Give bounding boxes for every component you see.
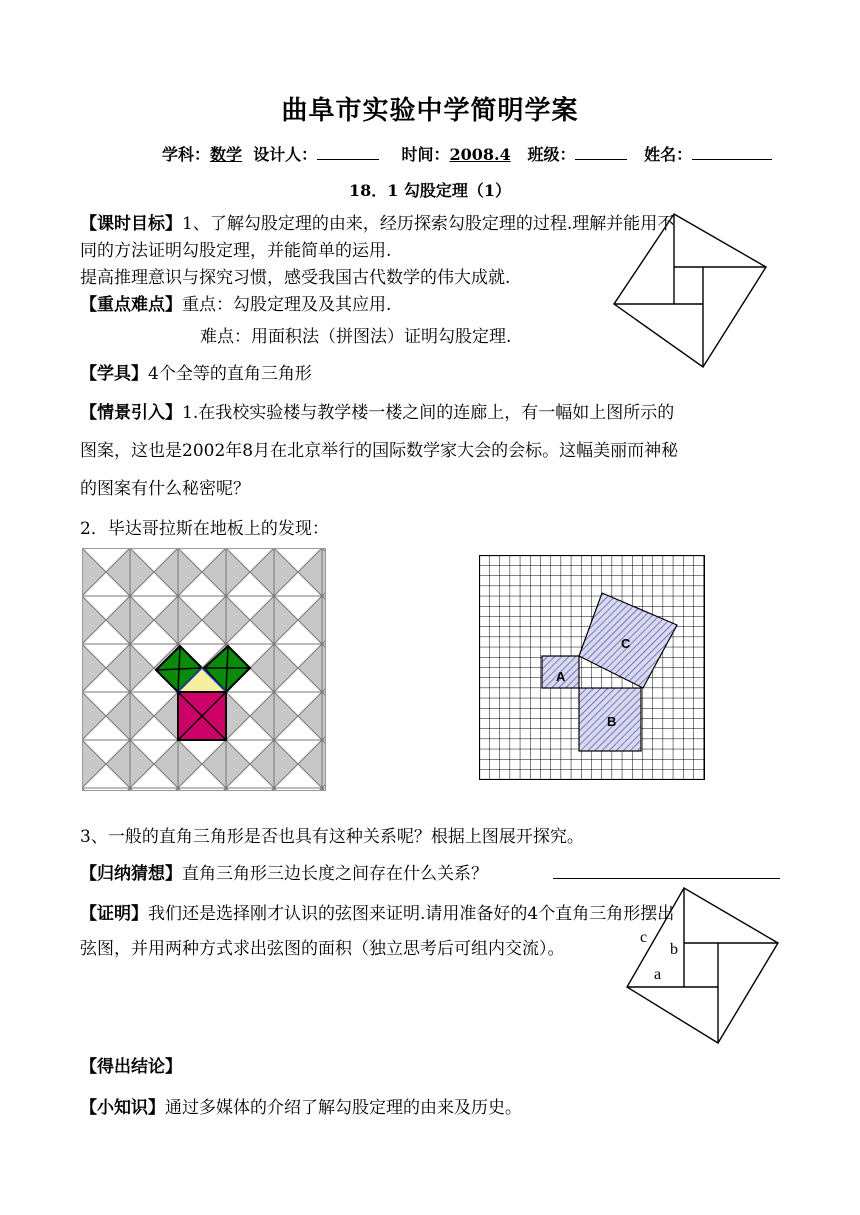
section-title: 18．1 勾股定理（1） — [348, 181, 512, 200]
label-a: A — [556, 669, 566, 684]
intro-line-3: 的图案有什么秘密呢？ — [80, 479, 250, 499]
objective-line-1: 【课时目标】1、了解勾股定理的由来，经历探索勾股定理的过程.理解并能用不 — [80, 214, 675, 234]
intro-tag: 【情景引入】 — [80, 403, 182, 423]
side-label-a: a — [654, 966, 662, 983]
time-value: 2008.4 — [449, 145, 511, 164]
tile-floor-figure — [82, 548, 326, 791]
tools-line: 【学具】4个全等的直角三角形 — [80, 364, 312, 384]
side-label-b: b — [670, 941, 678, 958]
designer-label: 设计人： — [253, 145, 318, 164]
subject-label: 学科： — [162, 145, 211, 164]
label-b: B — [607, 714, 617, 729]
conjecture-tag: 【归纳猜想】 — [80, 864, 182, 884]
class-blank[interactable] — [575, 145, 627, 160]
knowledge-line: 【小知识】通过多媒体的介绍了解勾股定理的由来及历史。 — [80, 1098, 522, 1118]
conjecture-answer-blank[interactable] — [553, 878, 780, 879]
knowledge-tag: 【小知识】 — [80, 1098, 165, 1118]
objective-tag: 【课时目标】 — [80, 214, 182, 234]
objective-line-3: 提高推理意识与探究习惯，感受我国古代数学的伟大成就. — [80, 268, 511, 288]
keypoint-line: 【重点难点】重点：勾股定理及及其应用. — [80, 295, 392, 315]
conjecture-line: 【归纳猜想】直角三角形三边长度之间存在什么关系？ — [80, 864, 488, 884]
proof-line-1: 【证明】我们还是选择刚才认识的弦图来证明.请用准备好的4个直角三角形摆出 — [80, 904, 675, 924]
intro-line-1: 【情景引入】1.在我校实验楼与教学楼一楼之间的连廊上，有一幅如上图所示的 — [80, 403, 675, 423]
time-label: 时间： — [401, 145, 450, 164]
side-label-c: c — [640, 929, 648, 946]
tools-tag: 【学具】 — [80, 364, 148, 384]
grid-figure — [479, 555, 705, 780]
class-label: 班级： — [527, 145, 576, 164]
intro-line-2: 图案，这也是2002年8月在北京举行的国际数学家大会的会标。这幅美丽而神秘 — [80, 441, 679, 461]
designer-blank[interactable] — [317, 145, 379, 160]
subject-value: 数学 — [210, 145, 243, 164]
item-2: 2．毕达哥拉斯在地板上的发现： — [80, 519, 329, 539]
proof-line-2: 弦图，并用两种方式求出弦图的面积（独立思考后可组内交流）。 — [80, 939, 565, 959]
name-label: 姓名： — [644, 145, 693, 164]
label-c: C — [621, 636, 631, 651]
string-diagram-top — [608, 212, 772, 370]
objective-line-2: 同的方法证明勾股定理，并能简单的运用. — [80, 241, 392, 261]
page-title: 曲阜市实验中学简明学案 — [281, 96, 579, 126]
conclusion-tag: 【得出结论】 — [80, 1057, 182, 1077]
keypoint-tag: 【重点难点】 — [80, 295, 182, 315]
difficult-line: 难点：用面积法（拼图法）证明勾股定理. — [200, 327, 512, 347]
proof-tag: 【证明】 — [80, 904, 148, 924]
name-blank[interactable] — [692, 145, 772, 160]
conclusion-line — [80, 1052, 182, 1077]
header-info — [162, 142, 772, 165]
string-diagram-bottom — [622, 885, 782, 1047]
item-3: 3、一般的直角三角形是否也具有这种关系呢？根据上图展开探究。 — [80, 827, 584, 847]
